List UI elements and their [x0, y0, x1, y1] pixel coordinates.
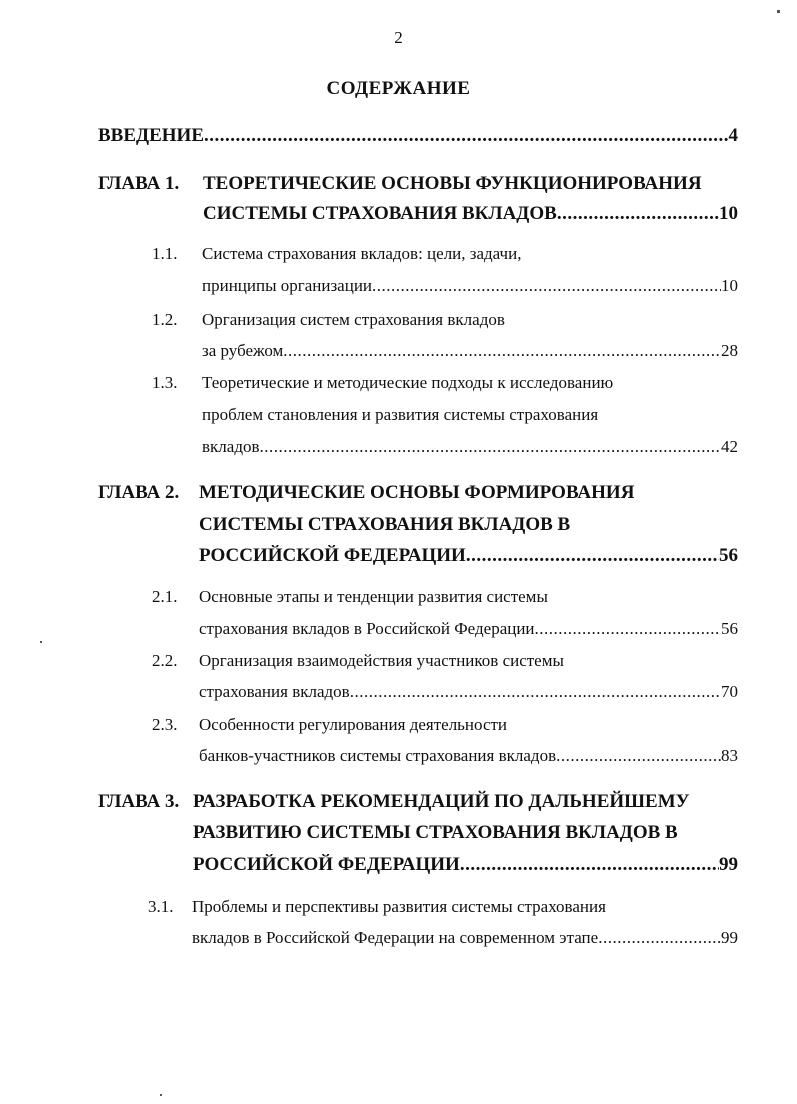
section-1-2-title-line: за рубежом [202, 341, 284, 360]
leader-dots [204, 125, 729, 147]
section-2-2-number: 2.2. [152, 651, 178, 670]
section-2-2-title-line: страхования вкладов [199, 682, 350, 701]
chapter-2-title-line: МЕТОДИЧЕСКИЕ ОСНОВЫ ФОРМИРОВАНИЯ [199, 482, 635, 503]
leader-dots [557, 203, 719, 225]
leader-dots [598, 928, 721, 948]
section-2-3-title-line: банков-участников системы страхования вкладов [199, 746, 557, 765]
leader-dots [466, 545, 719, 567]
section-2-3-number: 2.3. [152, 715, 178, 734]
leader-dots [350, 682, 721, 702]
chapter-1-page: 10 [719, 203, 738, 224]
section-3-1-page: 99 [721, 928, 738, 947]
section-2-3-title-line: Особенности регулирования деятельности [199, 715, 508, 734]
chapter-2-title-line: РОССИЙСКОЙ ФЕДЕРАЦИИ [199, 545, 466, 566]
chapter-2-title-last [199, 545, 738, 567]
leader-dots [556, 746, 721, 766]
chapter-3-title-line: РОССИЙСКОЙ ФЕДЕРАЦИИ [193, 854, 460, 875]
chapter-2-label: ГЛАВА 2. [98, 482, 180, 503]
section-2-3-page: 83 [721, 746, 738, 765]
section-1-3-title-line: проблем становления и развития системы страхования [202, 405, 599, 424]
scan-speck [160, 1094, 162, 1096]
chapter-3-title-line: РАЗВИТИЮ СИСТЕМЫ СТРАХОВАНИЯ ВКЛАДОВ В [193, 822, 678, 843]
page-title: СОДЕРЖАНИЕ [326, 78, 471, 99]
section-1-1-title-line: принципы организации [202, 276, 373, 295]
section-1-2-title-last [202, 341, 738, 361]
page-number: 2 [394, 28, 403, 47]
section-1-2-page: 28 [721, 341, 738, 360]
leader-dots [535, 619, 721, 639]
section-3-1-title-last [192, 928, 738, 948]
section-2-2-title-last [199, 682, 738, 702]
scan-speck [777, 10, 780, 13]
section-1-1-title-line: Система страхования вкладов: цели, задачи, [202, 244, 522, 263]
section-3-1-number: 3.1. [148, 897, 174, 916]
section-3-1-title-line: Проблемы и перспективы развития системы страхования [192, 897, 606, 916]
section-1-3-page: 42 [721, 437, 738, 456]
chapter-3-title-last [193, 854, 738, 876]
section-2-1-number: 2.1. [152, 587, 178, 606]
toc-entry-introduction [98, 125, 738, 147]
chapter-3-title-line: РАЗРАБОТКА РЕКОМЕНДАЦИЙ ПО ДАЛЬНЕЙШЕМУ [193, 791, 690, 812]
chapter-3-label: ГЛАВА 3. [98, 791, 180, 812]
chapter-1-title-line: ТЕОРЕТИЧЕСКИЕ ОСНОВЫ ФУНКЦИОНИРОВАНИЯ [203, 173, 702, 194]
section-1-1-title-last [202, 276, 738, 296]
introduction-page: 4 [728, 125, 738, 146]
leader-dots [460, 854, 719, 876]
section-1-1-number: 1.1. [152, 244, 178, 263]
section-1-1-page: 10 [721, 276, 738, 295]
chapter-2-title-line: СИСТЕМЫ СТРАХОВАНИЯ ВКЛАДОВ В [199, 514, 571, 535]
section-1-3-number: 1.3. [152, 373, 178, 392]
section-1-3-title-line: Теоретические и методические подходы к исследованию [202, 373, 614, 392]
section-1-2-title-line: Организация систем страхования вкладов [202, 310, 505, 329]
section-2-2-title-line: Организация взаимодействия участников системы [199, 651, 564, 670]
section-2-1-title-line: страхования вкладов в Российской Федерации [199, 619, 535, 638]
section-2-3-title-last [199, 746, 738, 766]
chapter-2-page: 56 [719, 545, 738, 566]
section-1-3-title-line: вкладов [202, 437, 260, 456]
section-2-1-title-last [199, 619, 738, 639]
section-3-1-title-line: вкладов в Российской Федерации на современном этапе [192, 928, 599, 947]
section-1-2-number: 1.2. [152, 310, 178, 329]
chapter-3-page: 99 [719, 854, 738, 875]
introduction-label: ВВЕДЕНИЕ [98, 125, 204, 146]
scan-speck [40, 641, 42, 643]
section-2-2-page: 70 [721, 682, 738, 701]
section-2-1-title-line: Основные этапы и тенденции развития системы [199, 587, 548, 606]
chapter-1-title-line: СИСТЕМЫ СТРАХОВАНИЯ ВКЛАДОВ [203, 203, 557, 224]
section-2-1-page: 56 [721, 619, 738, 638]
section-1-3-title-last [202, 437, 738, 457]
chapter-1-label: ГЛАВА 1. [98, 173, 180, 194]
leader-dots [260, 437, 722, 457]
leader-dots [372, 276, 721, 296]
chapter-1-title-last [203, 203, 738, 225]
leader-dots [283, 341, 721, 361]
